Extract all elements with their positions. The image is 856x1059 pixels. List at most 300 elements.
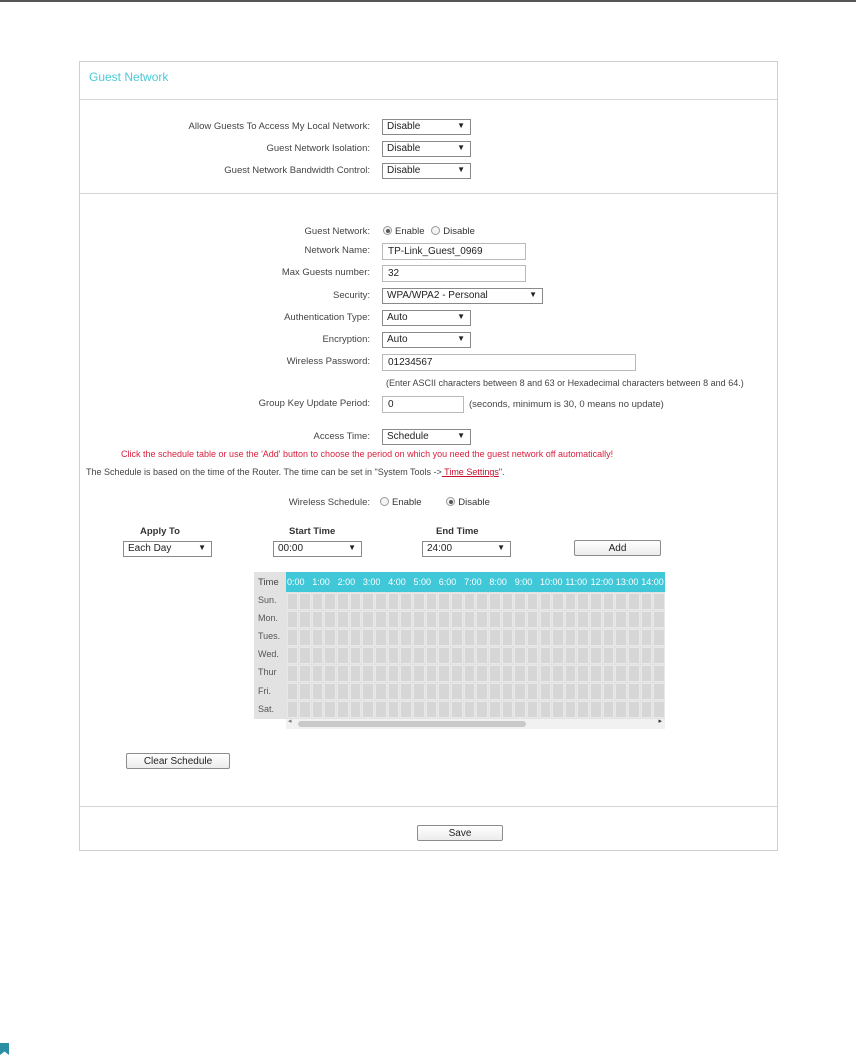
schedule-cell[interactable] — [299, 665, 311, 682]
schedule-cell[interactable] — [514, 665, 526, 682]
dropdown-arrow-icon: ▼ — [457, 334, 465, 343]
schedule-cell[interactable] — [577, 647, 589, 664]
enable-label: Enable — [395, 226, 425, 237]
schedule-cell[interactable] — [615, 665, 627, 682]
schedule-cell[interactable] — [350, 647, 362, 664]
schedule-cell[interactable] — [350, 611, 362, 628]
schedule-cell[interactable] — [287, 647, 299, 664]
schedule-cell[interactable] — [653, 683, 665, 700]
schedule-cell[interactable] — [299, 611, 311, 628]
group-key-hint: (seconds, minimum is 30, 0 means no update) — [469, 399, 664, 410]
schedule-cell[interactable] — [514, 611, 526, 628]
schedule-cell[interactable] — [540, 683, 552, 700]
schedule-cell[interactable] — [426, 647, 438, 664]
schedule-cell[interactable] — [565, 593, 577, 610]
scrollbar-thumb[interactable] — [298, 721, 526, 727]
schedule-cell[interactable] — [489, 647, 501, 664]
schedule-cell[interactable] — [577, 593, 589, 610]
encryption-select[interactable] — [382, 332, 471, 348]
schedule-cell[interactable] — [603, 701, 615, 718]
schedule-cell[interactable] — [603, 665, 615, 682]
radio-unselected-icon[interactable] — [380, 497, 389, 506]
schedule-cell[interactable] — [476, 629, 488, 646]
max-guests-label: Max Guests number: — [281, 267, 370, 278]
schedule-cell[interactable] — [400, 701, 412, 718]
schedule-cell[interactable] — [312, 611, 324, 628]
schedule-cell[interactable] — [540, 593, 552, 610]
apply-to-header: Apply To — [140, 526, 180, 537]
wireless-schedule-label: Wireless Schedule: — [288, 497, 370, 508]
schedule-cell[interactable] — [362, 701, 374, 718]
schedule-cell[interactable] — [489, 629, 501, 646]
encryption-label: Encryption: — [322, 334, 370, 345]
schedule-cell[interactable] — [502, 683, 514, 700]
guest-network-label: Guest Network: — [304, 226, 370, 237]
guest-network-panel — [79, 61, 778, 851]
apply-to-select[interactable] — [123, 541, 212, 557]
schedule-cell[interactable] — [438, 611, 450, 628]
schedule-cell[interactable] — [438, 683, 450, 700]
schedule-cell[interactable] — [337, 593, 349, 610]
schedule-cell[interactable] — [426, 593, 438, 610]
access-time-label: Access Time: — [313, 431, 370, 442]
schedule-cell[interactable] — [552, 683, 564, 700]
schedule-cell[interactable] — [641, 647, 653, 664]
password-input[interactable]: 01234567 — [382, 354, 636, 371]
schedule-cell[interactable] — [312, 665, 324, 682]
schedule-cell[interactable] — [641, 683, 653, 700]
schedule-cell[interactable] — [400, 593, 412, 610]
schedule-cell[interactable] — [565, 665, 577, 682]
schedule-cell[interactable] — [375, 665, 387, 682]
day-label: Mon. — [258, 613, 279, 624]
schedule-cell[interactable] — [615, 593, 627, 610]
dropdown-arrow-icon: ▼ — [457, 143, 465, 152]
schedule-cell[interactable] — [514, 701, 526, 718]
wireless-schedule-radios — [380, 497, 490, 508]
schedule-cell[interactable] — [337, 665, 349, 682]
schedule-cell[interactable] — [476, 665, 488, 682]
schedule-cell[interactable] — [653, 629, 665, 646]
schedule-cell[interactable] — [350, 593, 362, 610]
password-hint: (Enter ASCII characters between 8 and 63 or Hexadecimal characters between 8 and 64.) — [386, 378, 744, 388]
network-name-label: Network Name: — [304, 245, 370, 256]
schedule-cell[interactable] — [577, 629, 589, 646]
schedule-cell[interactable] — [590, 683, 602, 700]
schedule-cell[interactable] — [388, 665, 400, 682]
schedule-cell[interactable] — [641, 611, 653, 628]
schedule-cell[interactable] — [324, 647, 336, 664]
schedule-instruction: Click the schedule table or use the 'Add' button to choose the period on which you need the guest network off automatically! — [121, 449, 614, 459]
schedule-cell[interactable] — [476, 683, 488, 700]
schedule-cell[interactable] — [464, 647, 476, 664]
schedule-cell[interactable] — [476, 611, 488, 628]
hour-label: 8:00 — [489, 577, 507, 587]
hour-label: 13:00 — [615, 577, 639, 587]
scroll-right-icon[interactable]: ▸ — [658, 718, 662, 725]
schedule-cell[interactable] — [628, 701, 640, 718]
schedule-cell[interactable] — [641, 701, 653, 718]
schedule-cell[interactable] — [413, 701, 425, 718]
schedule-cell[interactable] — [438, 593, 450, 610]
schedule-cell[interactable] — [350, 665, 362, 682]
schedule-cell[interactable] — [476, 593, 488, 610]
disable-label: Disable — [458, 497, 490, 508]
password-label: Wireless Password: — [286, 356, 370, 367]
schedule-cell[interactable] — [552, 701, 564, 718]
schedule-cell[interactable] — [388, 629, 400, 646]
schedule-cell[interactable] — [628, 611, 640, 628]
schedule-cell[interactable] — [514, 629, 526, 646]
schedule-cell[interactable] — [324, 593, 336, 610]
schedule-cell[interactable] — [590, 647, 602, 664]
schedule-cell[interactable] — [324, 611, 336, 628]
schedule-cell[interactable] — [451, 701, 463, 718]
schedule-cell[interactable] — [400, 629, 412, 646]
schedule-cell[interactable] — [375, 611, 387, 628]
guest-network-disable-option[interactable] — [431, 226, 475, 237]
schedule-cell[interactable] — [337, 629, 349, 646]
schedule-cell[interactable] — [312, 629, 324, 646]
isolation-select[interactable] — [382, 141, 471, 157]
schedule-cell[interactable] — [489, 593, 501, 610]
schedule-cell[interactable] — [464, 611, 476, 628]
schedule-cell[interactable] — [413, 629, 425, 646]
schedule-cell[interactable] — [287, 629, 299, 646]
schedule-cell[interactable] — [362, 665, 374, 682]
schedule-cell[interactable] — [615, 701, 627, 718]
schedule-cell[interactable] — [324, 665, 336, 682]
dropdown-arrow-icon: ▼ — [457, 431, 465, 440]
schedule-cell[interactable] — [552, 593, 564, 610]
schedule-cell[interactable] — [565, 647, 577, 664]
add-button[interactable]: Add — [574, 540, 661, 556]
schedule-cell[interactable] — [502, 629, 514, 646]
schedule-cell[interactable] — [312, 701, 324, 718]
schedule-cell[interactable] — [653, 665, 665, 682]
schedule-cell[interactable] — [312, 647, 324, 664]
schedule-cell[interactable] — [603, 647, 615, 664]
schedule-cell[interactable] — [565, 611, 577, 628]
schedule-cell[interactable] — [540, 701, 552, 718]
schedule-cell[interactable] — [287, 611, 299, 628]
schedule-cell[interactable] — [337, 683, 349, 700]
bandwidth-label: Guest Network Bandwidth Control: — [224, 165, 370, 176]
security-label: Security: — [333, 290, 370, 301]
schedule-cell[interactable] — [540, 647, 552, 664]
schedule-cell[interactable] — [502, 593, 514, 610]
end-time-header: End Time — [436, 526, 479, 537]
schedule-cell[interactable] — [362, 593, 374, 610]
schedule-cell[interactable] — [400, 683, 412, 700]
scroll-left-icon[interactable]: ◂ — [288, 718, 292, 725]
save-button[interactable]: Save — [417, 825, 503, 841]
schedule-cell[interactable] — [438, 647, 450, 664]
schedule-cell[interactable] — [590, 593, 602, 610]
schedule-cell[interactable] — [577, 665, 589, 682]
horizontal-scrollbar[interactable] — [286, 719, 665, 729]
access-time-select[interactable] — [382, 429, 471, 445]
schedule-cell[interactable] — [324, 683, 336, 700]
schedule-cell[interactable] — [628, 593, 640, 610]
isolation-value: Disable — [387, 143, 421, 154]
schedule-cell[interactable] — [375, 683, 387, 700]
start-time-value: 00:00 — [278, 543, 304, 554]
schedule-cell[interactable] — [464, 683, 476, 700]
hour-label: 12:00 — [590, 577, 614, 587]
schedule-cell[interactable] — [451, 647, 463, 664]
schedule-cell[interactable] — [299, 647, 311, 664]
hour-label: 7:00 — [464, 577, 482, 587]
schedule-cell[interactable] — [653, 647, 665, 664]
schedule-cell[interactable] — [641, 665, 653, 682]
schedule-cell[interactable] — [489, 683, 501, 700]
schedule-disable-option[interactable] — [446, 497, 490, 508]
schedule-cell[interactable] — [287, 701, 299, 718]
hour-label: 0:00 — [287, 577, 305, 587]
schedule-cell[interactable] — [540, 611, 552, 628]
hour-label: 1:00 — [312, 577, 330, 587]
schedule-cell[interactable] — [590, 611, 602, 628]
schedule-cell[interactable] — [287, 593, 299, 610]
schedule-cell[interactable] — [299, 701, 311, 718]
schedule-cell[interactable] — [603, 593, 615, 610]
schedule-cell[interactable] — [451, 593, 463, 610]
schedule-cell[interactable] — [514, 683, 526, 700]
isolation-label: Guest Network Isolation: — [266, 143, 370, 154]
schedule-cell[interactable] — [451, 683, 463, 700]
end-time-select[interactable] — [422, 541, 511, 557]
schedule-cell[interactable] — [413, 665, 425, 682]
schedule-cell[interactable] — [628, 647, 640, 664]
schedule-table[interactable] — [254, 572, 665, 744]
schedule-cell[interactable] — [489, 701, 501, 718]
schedule-cell[interactable] — [350, 683, 362, 700]
hour-header-row — [286, 572, 665, 592]
schedule-cell[interactable] — [502, 647, 514, 664]
schedule-cell[interactable] — [337, 701, 349, 718]
schedule-cell[interactable] — [413, 647, 425, 664]
schedule-cell[interactable] — [388, 683, 400, 700]
schedule-cell[interactable] — [527, 683, 539, 700]
schedule-cell[interactable] — [426, 683, 438, 700]
hour-label: 6:00 — [438, 577, 457, 587]
guest-network-enable-option[interactable] — [383, 226, 425, 237]
allow-local-select[interactable] — [382, 119, 471, 135]
schedule-cell[interactable] — [362, 647, 374, 664]
schedule-cell[interactable] — [362, 611, 374, 628]
schedule-cell[interactable] — [641, 593, 653, 610]
schedule-cell[interactable] — [577, 683, 589, 700]
enable-label: Enable — [392, 497, 422, 508]
schedule-cell[interactable] — [552, 629, 564, 646]
schedule-cell[interactable] — [375, 647, 387, 664]
schedule-cell[interactable] — [615, 683, 627, 700]
schedule-cell[interactable] — [299, 593, 311, 610]
schedule-cell[interactable] — [527, 701, 539, 718]
bandwidth-select[interactable] — [382, 163, 471, 179]
radio-unselected-icon[interactable] — [431, 226, 440, 235]
guest-network-radios — [383, 226, 475, 237]
schedule-cell[interactable] — [426, 665, 438, 682]
security-select[interactable] — [382, 288, 543, 304]
day-label: Thur — [258, 667, 277, 678]
schedule-cell[interactable] — [628, 665, 640, 682]
schedule-cell[interactable] — [426, 629, 438, 646]
schedule-cell[interactable] — [362, 683, 374, 700]
hour-label: 10:00 — [540, 577, 563, 587]
network-name-input[interactable]: TP-Link_Guest_0969 — [382, 243, 526, 260]
schedule-cell[interactable] — [451, 629, 463, 646]
schedule-cell[interactable] — [388, 593, 400, 610]
start-time-header: Start Time — [289, 526, 336, 537]
schedule-cell[interactable] — [502, 611, 514, 628]
schedule-cell[interactable] — [590, 665, 602, 682]
schedule-cell[interactable] — [527, 665, 539, 682]
schedule-cell[interactable] — [565, 629, 577, 646]
schedule-cell[interactable] — [312, 593, 324, 610]
schedule-cell[interactable] — [489, 665, 501, 682]
schedule-cell[interactable] — [527, 611, 539, 628]
clear-schedule-button[interactable]: Clear Schedule — [126, 753, 230, 769]
day-label: Tues. — [258, 631, 281, 642]
schedule-cell[interactable] — [615, 629, 627, 646]
schedule-cell[interactable] — [299, 629, 311, 646]
schedule-cell[interactable] — [527, 593, 539, 610]
schedule-cell[interactable] — [464, 701, 476, 718]
schedule-cell[interactable] — [413, 611, 425, 628]
schedule-cell[interactable] — [464, 629, 476, 646]
schedule-cell[interactable] — [552, 665, 564, 682]
allow-local-value: Disable — [387, 121, 421, 132]
hour-label: 2:00 — [337, 577, 356, 587]
dropdown-arrow-icon: ▼ — [198, 543, 206, 552]
schedule-cell[interactable] — [514, 593, 526, 610]
schedule-cell[interactable] — [299, 683, 311, 700]
schedule-cell[interactable] — [413, 683, 425, 700]
schedule-cell[interactable] — [540, 629, 552, 646]
hour-label: 4:00 — [388, 577, 406, 587]
schedule-cell[interactable] — [514, 647, 526, 664]
schedule-cell[interactable] — [615, 611, 627, 628]
schedule-cell[interactable] — [641, 629, 653, 646]
schedule-cell[interactable] — [388, 647, 400, 664]
schedule-cell[interactable] — [413, 593, 425, 610]
schedule-cell[interactable] — [426, 611, 438, 628]
schedule-cell[interactable] — [653, 611, 665, 628]
schedule-cell[interactable] — [350, 701, 362, 718]
schedule-cell[interactable] — [375, 629, 387, 646]
schedule-cell[interactable] — [464, 593, 476, 610]
hour-label: 9:00 — [514, 577, 533, 587]
schedule-cell[interactable] — [362, 629, 374, 646]
schedule-cell[interactable] — [438, 701, 450, 718]
schedule-cell[interactable] — [527, 647, 539, 664]
schedule-cell[interactable] — [438, 665, 450, 682]
schedule-cell[interactable] — [628, 683, 640, 700]
schedule-cell[interactable] — [603, 683, 615, 700]
schedule-cell[interactable] — [653, 593, 665, 610]
schedule-cell[interactable] — [350, 629, 362, 646]
day-label: Wed. — [258, 649, 279, 660]
schedule-cell[interactable] — [451, 665, 463, 682]
auth-type-select[interactable] — [382, 310, 471, 326]
schedule-enable-option[interactable] — [380, 497, 422, 508]
max-guests-input[interactable]: 32 — [382, 265, 526, 282]
divider — [80, 193, 777, 194]
schedule-cell[interactable] — [577, 611, 589, 628]
hour-label: 11:00 — [565, 577, 588, 587]
schedule-basis-suffix: ". — [498, 467, 505, 477]
schedule-cell[interactable] — [552, 611, 564, 628]
schedule-cell[interactable] — [324, 701, 336, 718]
dropdown-arrow-icon: ▼ — [497, 543, 505, 552]
schedule-cell[interactable] — [375, 593, 387, 610]
schedule-cell[interactable] — [287, 683, 299, 700]
dropdown-arrow-icon: ▼ — [457, 312, 465, 321]
schedule-cell[interactable] — [426, 701, 438, 718]
schedule-cells[interactable] — [286, 592, 665, 719]
group-key-input[interactable]: 0 — [382, 396, 464, 413]
auth-type-value: Auto — [387, 312, 408, 323]
schedule-cell[interactable] — [603, 611, 615, 628]
schedule-cell[interactable] — [388, 611, 400, 628]
schedule-cell[interactable] — [527, 629, 539, 646]
security-value: WPA/WPA2 - Personal — [387, 290, 488, 301]
schedule-cell[interactable] — [502, 701, 514, 718]
schedule-cell[interactable] — [653, 701, 665, 718]
time-settings-link[interactable]: Time Settings — [441, 467, 499, 477]
schedule-cell[interactable] — [375, 701, 387, 718]
schedule-cell[interactable] — [400, 665, 412, 682]
schedule-cell[interactable] — [400, 647, 412, 664]
schedule-cell[interactable] — [287, 665, 299, 682]
schedule-cell[interactable] — [603, 629, 615, 646]
schedule-cell[interactable] — [552, 647, 564, 664]
schedule-cell[interactable] — [400, 611, 412, 628]
schedule-cell[interactable] — [312, 683, 324, 700]
schedule-cell[interactable] — [540, 665, 552, 682]
schedule-cell[interactable] — [590, 701, 602, 718]
schedule-cell[interactable] — [438, 629, 450, 646]
schedule-cell[interactable] — [337, 647, 349, 664]
schedule-cell[interactable] — [590, 629, 602, 646]
schedule-cell[interactable] — [476, 701, 488, 718]
schedule-cell[interactable] — [464, 665, 476, 682]
schedule-cell[interactable] — [615, 647, 627, 664]
dropdown-arrow-icon: ▼ — [529, 290, 537, 299]
allow-local-label: Allow Guests To Access My Local Network: — [188, 121, 370, 132]
schedule-cell[interactable] — [628, 629, 640, 646]
radio-selected-icon[interactable] — [446, 497, 455, 506]
schedule-cell[interactable] — [502, 665, 514, 682]
schedule-cell[interactable] — [476, 647, 488, 664]
schedule-cell[interactable] — [388, 701, 400, 718]
end-time-value: 24:00 — [427, 543, 453, 554]
schedule-cell[interactable] — [489, 611, 501, 628]
start-time-select[interactable] — [273, 541, 362, 557]
schedule-cell[interactable] — [337, 611, 349, 628]
schedule-cell[interactable] — [451, 611, 463, 628]
divider — [80, 99, 777, 100]
schedule-cell[interactable] — [577, 701, 589, 718]
radio-selected-icon[interactable] — [383, 226, 392, 235]
schedule-cell[interactable] — [565, 701, 577, 718]
schedule-cell[interactable] — [324, 629, 336, 646]
top-rule — [0, 0, 856, 2]
day-column — [254, 592, 286, 719]
schedule-cell[interactable] — [565, 683, 577, 700]
